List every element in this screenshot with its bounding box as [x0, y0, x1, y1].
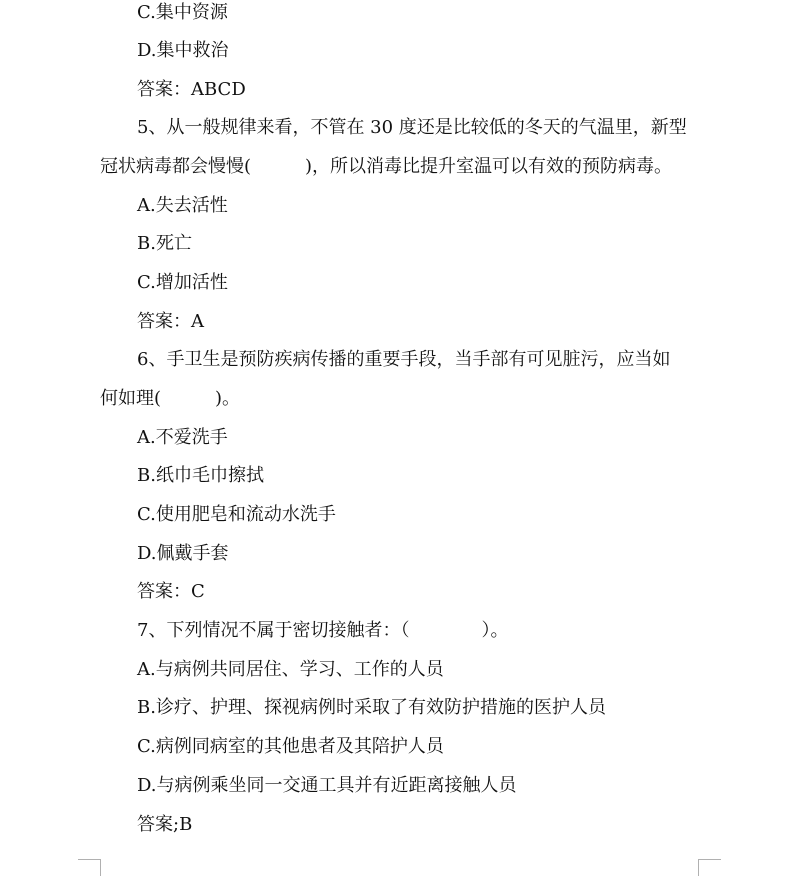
- option-c-q4: C.集中资源: [137, 2, 228, 23]
- question-6-line-2: 何如理( )。: [100, 388, 241, 409]
- option-b-q7: B.诊疗、护理、探视病例时采取了有效防护措施的医护人员: [137, 697, 606, 718]
- option-d-q6: D.佩戴手套: [137, 543, 229, 564]
- question-7: 7、下列情况不属于密切接触者：（ ）。: [137, 620, 509, 641]
- page-corner-mark-left: [78, 859, 101, 876]
- option-a-q7: A.与病例共同居住、学习、工作的人员: [137, 659, 444, 680]
- question-6-line-1: 6、手卫生是预防疾病传播的重要手段，当手部有可见脏污，应当如: [137, 349, 671, 370]
- question-5-line-2: 冠状病毒都会慢慢( )，所以消毒比提升室温可以有效的预防病毒。: [100, 156, 673, 177]
- option-d-q4: D.集中救治: [137, 40, 229, 61]
- option-b-q5: B.死亡: [137, 233, 192, 254]
- answer-q6: 答案：C: [137, 581, 205, 602]
- option-b-q6: B.纸巾毛巾擦拭: [137, 465, 264, 486]
- option-a-q6: A.不爱洗手: [137, 427, 228, 448]
- answer-q5: 答案：A: [137, 311, 204, 332]
- answer-q4: 答案：ABCD: [137, 79, 246, 100]
- option-d-q7: D.与病例乘坐同一交通工具并有近距离接触人员: [137, 775, 517, 796]
- page-corner-mark-right: [698, 859, 721, 876]
- option-c-q5: C.增加活性: [137, 272, 228, 293]
- question-5-line-1: 5、从一般规律来看，不管在 30 度还是比较低的冬天的气温里，新型: [137, 117, 687, 138]
- option-c-q6: C.使用肥皂和流动水洗手: [137, 504, 336, 525]
- option-a-q5: A.失去活性: [137, 195, 228, 216]
- answer-q7: 答案;B: [137, 814, 193, 835]
- option-c-q7: C.病例同病室的其他患者及其陪护人员: [137, 736, 444, 757]
